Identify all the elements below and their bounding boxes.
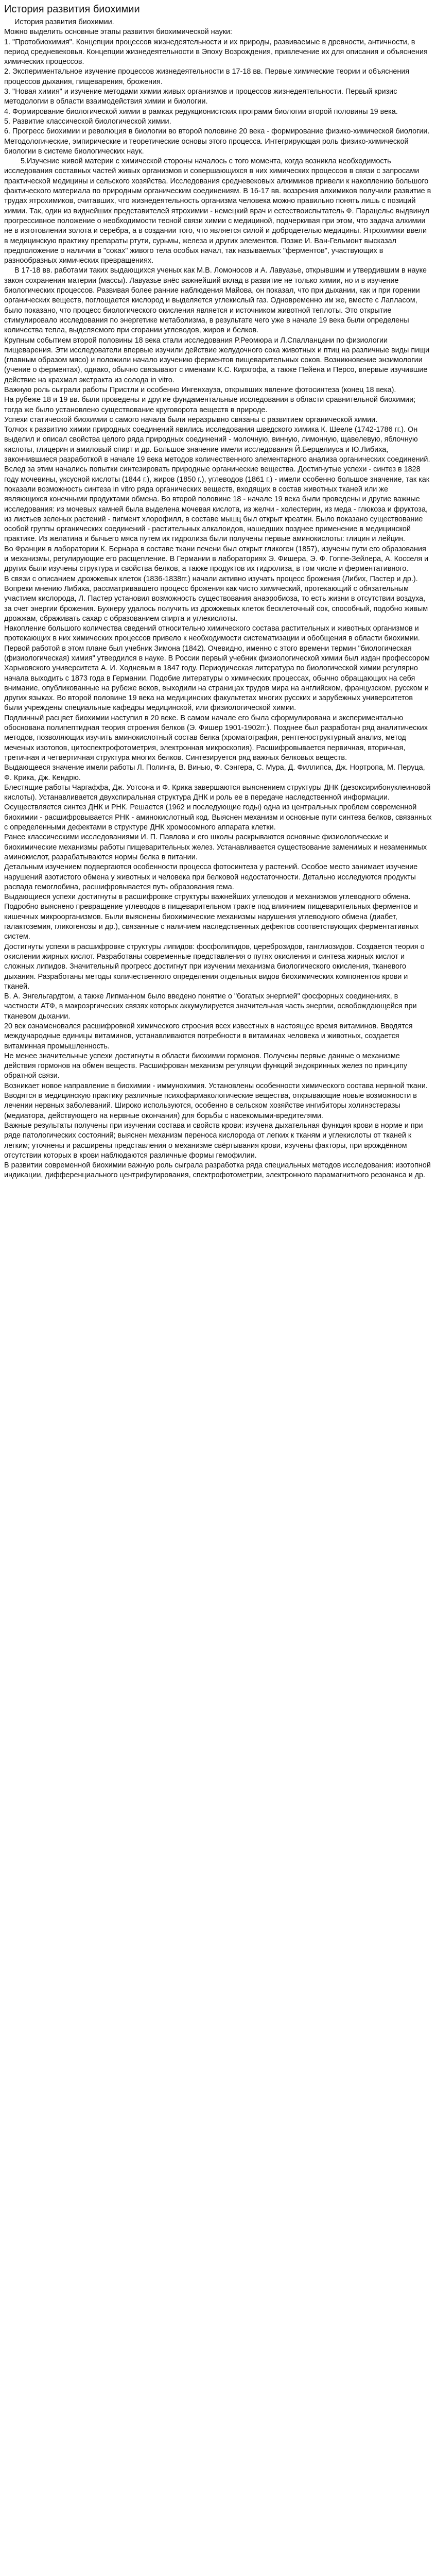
paragraph: Выдающиеся успехи достигнуты в расшифровке структуры важнейших углеводов и механизмов углеводного обмена. Подробно выяснено превращение углеводов в пищеварительном тракте под влиянием пищеварительных ферментов и кишечных микроорганизмов. Были выяснены биохимические механизмы нарушения углеводного обмена (диабет, галактоземия, гликогенозы и др.), связанные с наличием наследственных дефектов соответствующих ферментативных систем. xyxy=(4,893,419,941)
article-body xyxy=(4,18,432,1181)
paragraph: 6. Прогресс биохимии и революция в биологии во второй половине 20 века - формирование физико-химической биологии. Методологические, эмпирические и теоретические основы этого процесса. Интегрирующая роль физико-химической биологии в системе биологических наук. xyxy=(4,127,430,156)
paragraph: Ранее классическими исследованиями И. П. Павлова и его школы раскрываются основные физиологические и биохимические механизмы работы пищеварительных желез. Устанавливается существование заменимых и незаменимых аминокислот, разрабатываются нормы белка в питании. xyxy=(4,833,427,861)
paragraph: Толчок к развитию химии природных соединений явились исследования шведского химика К. Шееле (1742-1786 гг.). Он выделил и описал свойства целого ряда природных соединений - молочную, винную, лимонную, щавелевую, яблочную кислоты, глицерин и амиловый спирт и др. Большое значение имели исследования Й.Берцелиуса и Ю.Либиха, закончившиеся разработкой в начале 19 века методов количественного элементарного анализа органических соединений. Вслед за этим начались попытки синтезировать природные органические вещества. Достигнутые успехи - синтез в 1828 году мочевины, уксусной кислоты (1844 г.), жиров (1850 г.), углеводов (1861 г.) - имели особенно большое значение, так как показали возможность синтеза in vitro ряда органических веществ, входящих в состав животных тканей или же являющихся конечными продуктами обмена. Во второй половине 18 - начале 19 века были проведены и другие важные исследования: из мочевых камней была выделена мочевая кислота, из желчи - холестерин, из меда - глюкоза и фруктоза, из листьев зеленых растений - пигмент хлорофилл, в составе мышц был открыт креатин. Было показано существование особой группы органических соединений - растительных алкалоидов, нашедших позднее применение в медицинской практике. Из желатина и бычьего мяса путем их гидролиза были получены первые аминокислоты: глицин и лейцин. xyxy=(4,426,430,544)
paragraph: Достигнуты успехи в расшифровке структуры липидов: фосфолипидов, цереброзидов, ганглиозидов. Создается теория о окислении жирных кислот. Разработаны современные представления о путях окисления и синтеза жирных кислот и сложных липидов. Значительный прогресс достигнут при изучении механизма биологического окисления, тканевого дыхания. Разработаны методы количественного определения отдельных видов биохимических компонентов крови и тканей. xyxy=(4,942,425,991)
paragraph: 4. Формирование биологической химии в рамках редукционистских программ биологии второй половины 19 века. xyxy=(4,107,398,116)
paragraph: На рубеже 18 и 19 вв. были проведены и другие фундаментальные исследования в области сравнительной биохимии; тогда же было установлено существование круговорота веществ в природе. xyxy=(4,396,416,414)
article-subtitle: История развития биохимии. xyxy=(14,18,114,26)
paragraph: В связи с описанием дрожжевых клеток (1836-1838гг.) начали активно изучать процесс брожения (Либих, Пастер и др.). Вопреки мнению Либиха, рассматривавшего процесс брожения как чисто химический, протекающий с обязательным участием кислорода, Л. Пастер установил возможность существования анаэробиоза, то есть жизни в отсутствии воздуха, за счет энергии брожения. Бухнеру удалось получить из дрожжевых клеток бесклеточный сок, способный, подобно живым дрожжам, сбраживать сахар с образованием спирта и углекислоты. xyxy=(4,574,428,623)
paragraph: Во Франции в лаборатории К. Бернара в составе ткани печени был открыт гликоген (1857), изучены пути его образования и механизмы, регулирующие его расщепление. В Германии в лабораториях Э. Фишера, Э. Ф. Гоппе-Зейлера, А. Косселя и других были изучены структура и свойства белков, а также продуктов их гидролиза, в том числе и ферментативного. xyxy=(4,545,429,573)
paragraph: В 17-18 вв. работами таких выдающихся ученых как М.В. Ломоносов и А. Лавуазье, открывшим и утвердившим в науке закон сохранения материи (массы). Лавуазье внёс важнейший вклад в развитие не только химии, но и в изучение биологических процессов. Развивая более ранние наблюдения Майова, он показал, что при дыхании, как и при горении органических веществ, поглощается кислород и выделяется углекислый газ. Одновременно им же, вместе с Лапласом, было показано, что процесс биологического окисления является и источником животной теплоты. Это открытие стимулировало исследования по энергетике метаболизма, в результате чего уже в начале 19 века были определены количества тепла, выделяемого при сгорании углеводов, жиров и белков. xyxy=(4,266,427,335)
paragraph: 1. "Протобиохимия". Концепции процессов жизнедеятельности и их природы, развиваемые в древности, античности, в период средневековья. Концепции жизнедеятельности в Эпоху Возрождения, привлечение их для описания и объяснения химических процессов. xyxy=(4,38,428,66)
paragraph: Детальным изучением подвергаются особенности процесса фотосинтеза у растений. Особое место занимает изучение нарушений азотистого обмена у животных и человека при белковой недостаточности. Детально исследуются продукты распада гемоглобина, расшифровывается путь образования гема. xyxy=(4,863,418,891)
paragraph: Крупным событием второй половины 18 века стали исследования Р.Реомюра и Л.Спалланцани по физиологии пищеварения. Эти исследователи впервые изучили действие желудочного сока животных и птиц на различные виды пищи (главным образом мясо) и положили начало изучению ферментов пищеварительных соков. Возникновение энзимологии (учение о ферментах), однако, обычно связывают с именами К.С. Кирхгофа, а также Пейена и Персо, впервые изучившие действие на крахмал экстракта из солода in vitro. xyxy=(4,336,430,384)
paragraph: Накопление большого количества сведений относительно химического состава растительных и животных организмов и протекающих в них химических процессов привело к необходимости систематизации и обобщения в области биохимии. Первой работой в этом плане был учебник Зимона (1842). Очевидно, именно с этого времени термин "биологическая (физиологическая) химия" утвердился в науке. В России первый учебник физиологической химии был издан профессором Харьковского университета А. И. Ходневым в 1847 году. Периодическая литература по биологической химии регулярно начала выходить с 1873 года в Германии. Подобие литературы о химических процессах, обычно обращающих на себя внимание, опубликованные на рубеже веков, выходили на страницах трудов мира на английском, французском, русском и других языках. Во второй половине 19 века на медицинских факультетах многих русских и зарубежных университетов были учреждены специальные кафедры медицинской, или физиологической химии. xyxy=(4,624,430,713)
paragraph: Блестящие работы Чаргаффа, Дж. Уотсона и Ф. Крика завершаются выяснением структуры ДНК (дезоксирибонуклеиновой кислоты). Устанавливается двухспиральная структура ДНК и роль ее в передаче наследственной информации. Осуществляется синтез ДНК и РНК. Решается (1962 и последующие годы) одна из центральных проблем современной биохимии - расшифровывается РНК - аминокислотный код. Выяснен механизм и основные пути синтеза белков, связанных с определенными дефектами в структуре ДНК хромосомного аппарата клетки. xyxy=(4,783,432,832)
paragraph: Не менее значительные успехи достигнуты в области биохимии гормонов. Получены первые данные о механизме действия гормонов на обмен веществ. Расшифрован механизм регуляции функций эндокринных желез по принципу обратной связи. xyxy=(4,1052,407,1080)
paragraph: 2. Экспериментальное изучение процессов жизнедеятельности в 17-18 вв. Первые химические теории и объяснения процессов дыхания, пищеварения, брожения. xyxy=(4,67,410,86)
paragraph: 5. Развитие классической биологической химии. xyxy=(4,117,171,126)
paragraph: В развитии современной биохимии важную роль сыграла разработка ряда специальных методов исследования: изотопной индикации, дифференциального центрифугирования, спектрофотометрии, электронного парамагнитного резонанса и др. xyxy=(4,1161,431,1180)
paragraph: Можно выделить основные этапы развития биохимической науки: xyxy=(4,28,233,37)
paragraph: 5.Изучение живой материи с химической стороны началось с того момента, когда возникла необходимость исследования составных частей живых организмов и совершающихся в них химических процессов в связи с запросами практической медицины и сельского хозяйства. Исследования средневековых алхимиков привели к накоплению большого фактического материала по природным органическим соединениям. В 16-17 вв. воззрения алхимиков получили развитие в трудах ятрохимиков, считавших, что жизнедеятельность организма человека можно правильно понять лишь с позиций химии. Так, один из виднейших представителей ятрохимии - немецкий врач и естествоиспытатель Ф. Парацельс выдвинул прогрессивное положение о необходимости тесной связи химии с медициной, подчеркивая при этом, что задача алхимии не в изготовлении золота и серебра, а в создании того, что является силой и добродетелью медицины. Ятрохимики ввели в медицинскую практику препараты ртути, сурьмы, железа и других элементов. Позже И. Ван-Гельмонт высказал предположение о наличии в "соках" живого тела особых начал, так называемых "ферментов", участвующих в разнообразных химических превращениях. xyxy=(4,157,431,265)
paragraph: Успехи статической биохимии с самого начала были неразрывно связаны с развитием органической химии. xyxy=(4,415,378,424)
paragraph: В. А. Энгельгардтом, а также Липманном было введено понятие о "богатых энергией" фосфорных соединениях, в частности АТФ, в макроэргических связях которых аккумулируется значительная часть энергии, освобождающейся при тканевом дыхании. xyxy=(4,992,417,1021)
paragraph: 3. "Новая химия" и изучение методами химии живых организмов и процессов жизнедеятельности. Первый кризис методологии в области взаимодействия химии и биологии. xyxy=(4,88,397,106)
paragraph: Подлинный расцвет биохимии наступил в 20 веке. В самом начале его была сформулирована и экспериментально обоснована полипептидная теория строения белков (Э. Фишер 1901-1902гг.). Позднее был разработан ряд аналитических методов, позволяющих изучить аминокислотный состав белка (хроматография, рентгеноструктурный анализ, метод меченых изотопов, цитоспектрофотометрия, электронная микроскопия). Расшифровывается первичная, вторичная, третичная и четвертичная структура многих белков. Синтезируется ряд важных белковых веществ. xyxy=(4,714,428,762)
paragraph: 20 век ознаменовался расшифровкой химического строения всех известных в настоящее время витаминов. Вводятся международные единицы витаминов, устанавливаются потребности в витаминах человека и животных, создается витаминная промышленность. xyxy=(4,1022,413,1050)
article-title: История развития биохимии xyxy=(4,4,140,15)
paragraph: Важные результаты получены при изучении состава и свойств крови: изучена дыхательная функция крови в норме и при ряде патологических состояний; выяснен механизм переноса кислорода от легких к тканям и углекислоты от тканей к легким; уточнены и расширены представления о механизме свёртывания крови, изучены факторы, при врождённом отсутствии которых в крови наблюдаются различные формы гемофилии. xyxy=(4,1121,423,1160)
article xyxy=(0,0,436,1181)
paragraph: Важную роль сыграли работы Пристли и особенно Ингенхауза, открывших явление фотосинтеза (конец 18 века). xyxy=(4,385,396,394)
paragraph: Возникает новое направление в биохимии - иммунохимия. Установлены особенности химического состава нервной ткани. Вводятся в медицинскую практику различные психофармакологические вещества, открывающие новые возможности в лечении нервных заболеваний. Широко используются, особенно в сельском хозяйстве ингибиторы холинэстеразы (медиатора, действующего на нервные окончания) для борьбы с насекомыми-вредителями. xyxy=(4,1081,428,1120)
paragraph: Выдающееся значение имели работы Л. Полинга, В. Винью, Ф. Сэнгера, С. Мура, Д. Филлипса, Дж. Нортропа, М. Перуца, Ф. Крика, Дж. Кендрю. xyxy=(4,764,425,782)
